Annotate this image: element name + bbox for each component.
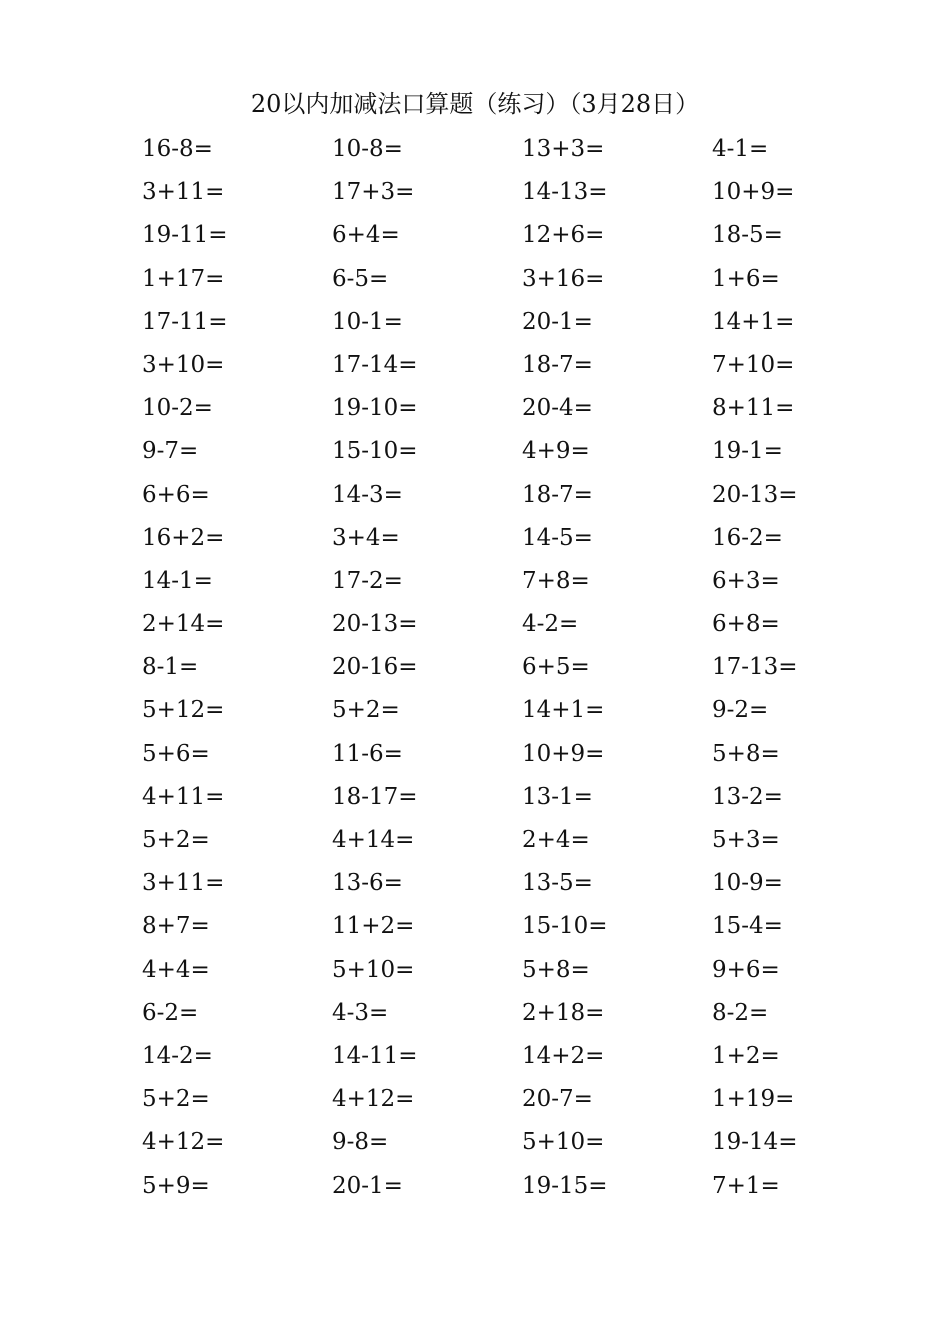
math-problem: 16-2= <box>712 524 783 551</box>
math-problem: 3+10= <box>142 351 225 378</box>
math-problem: 14-2= <box>142 1042 213 1069</box>
math-problem: 15-10= <box>332 438 418 465</box>
math-problem: 13-6= <box>332 870 403 897</box>
math-problem: 18-7= <box>522 351 593 378</box>
math-problem: 2+4= <box>522 827 590 853</box>
math-problem: 3+11= <box>142 870 225 897</box>
math-problem: 14-13= <box>522 179 608 206</box>
math-problem: 18-5= <box>712 222 783 249</box>
math-problem: 10-9= <box>712 870 783 897</box>
math-problem: 9+6= <box>712 956 780 983</box>
math-problem: 6+6= <box>142 481 210 508</box>
math-problem: 8+11= <box>712 395 795 422</box>
math-problem: 6+3= <box>712 567 780 594</box>
math-problem: 17-11= <box>142 308 228 335</box>
math-problem: 18-7= <box>522 481 593 508</box>
math-problem: 1+17= <box>142 265 225 292</box>
math-problem: 10+9= <box>522 740 605 767</box>
math-problem: 5+2= <box>142 827 210 853</box>
math-problem: 14+1= <box>712 308 795 335</box>
math-problem: 12+6= <box>522 222 605 249</box>
math-problem: 19-10= <box>332 395 418 422</box>
math-problem: 20-16= <box>332 654 418 681</box>
math-problem: 9-8= <box>332 1129 389 1156</box>
math-problem: 13-2= <box>712 783 783 810</box>
math-problem: 14-11= <box>332 1042 418 1069</box>
math-problem: 11+2= <box>332 913 415 940</box>
math-problem: 8+7= <box>142 913 210 940</box>
math-problem: 9-2= <box>712 697 769 724</box>
math-problem: 17+3= <box>332 179 415 206</box>
math-problem: 4-2= <box>522 611 579 638</box>
math-problem: 2+18= <box>522 999 605 1026</box>
math-problem: 16-8= <box>142 136 213 162</box>
math-problem: 13-5= <box>522 870 593 897</box>
math-problem: 3+11= <box>142 179 225 206</box>
math-problem: 14+1= <box>522 697 605 724</box>
math-problem: 19-14= <box>712 1129 798 1156</box>
math-problem: 4+12= <box>332 1086 415 1113</box>
math-problem: 5+12= <box>142 697 225 724</box>
math-problem: 14-1= <box>142 567 213 594</box>
math-problem: 11-6= <box>332 740 403 767</box>
math-problem: 4+12= <box>142 1129 225 1156</box>
math-problem: 1+6= <box>712 265 780 292</box>
math-problem: 3+16= <box>522 265 605 292</box>
math-problem: 13-1= <box>522 783 593 810</box>
math-problem: 19-11= <box>142 222 228 249</box>
math-problem: 5+10= <box>332 956 415 983</box>
math-problem: 5+2= <box>332 697 400 724</box>
problem-grid <box>142 131 902 1211</box>
math-problem: 7+10= <box>712 351 795 378</box>
math-problem: 7+8= <box>522 567 590 594</box>
math-problem: 5+8= <box>522 956 590 983</box>
math-problem: 17-2= <box>332 567 403 594</box>
math-problem: 4+11= <box>142 783 225 810</box>
math-problem: 17-14= <box>332 351 418 378</box>
math-problem: 17-13= <box>712 654 798 681</box>
math-problem: 19-1= <box>712 438 783 465</box>
math-problem: 8-2= <box>712 999 769 1026</box>
math-problem: 20-4= <box>522 395 593 422</box>
math-problem: 6-5= <box>332 265 389 292</box>
math-problem: 15-10= <box>522 913 608 940</box>
math-problem: 20-1= <box>522 308 593 335</box>
math-problem: 10-8= <box>332 136 403 162</box>
math-problem: 10+9= <box>712 179 795 206</box>
math-problem: 5+9= <box>142 1172 210 1199</box>
math-problem: 14-3= <box>332 481 403 508</box>
math-problem: 20-13= <box>332 611 418 638</box>
math-problem: 3+4= <box>332 524 400 551</box>
math-problem: 4+14= <box>332 827 415 853</box>
math-problem: 6-2= <box>142 999 199 1026</box>
math-problem: 20-13= <box>712 481 798 508</box>
math-problem: 14+2= <box>522 1042 605 1069</box>
math-problem: 6+8= <box>712 611 780 638</box>
math-problem: 4-1= <box>712 136 769 162</box>
math-problem: 13+3= <box>522 136 605 162</box>
math-problem: 14-5= <box>522 524 593 551</box>
math-problem: 4-3= <box>332 999 389 1026</box>
math-problem: 2+14= <box>142 611 225 638</box>
math-problem: 9-7= <box>142 438 199 465</box>
math-problem: 20-1= <box>332 1172 403 1199</box>
math-problem: 10-1= <box>332 308 403 335</box>
math-problem: 20-7= <box>522 1086 593 1113</box>
math-problem: 4+9= <box>522 438 590 465</box>
math-problem: 19-15= <box>522 1172 608 1199</box>
math-problem: 18-17= <box>332 783 418 810</box>
math-problem: 6+4= <box>332 222 400 249</box>
math-problem: 1+19= <box>712 1086 795 1113</box>
math-problem: 5+10= <box>522 1129 605 1156</box>
math-problem: 5+8= <box>712 740 780 767</box>
math-problem: 10-2= <box>142 395 213 422</box>
math-problem: 15-4= <box>712 913 783 940</box>
math-problem: 16+2= <box>142 524 225 551</box>
math-problem: 4+4= <box>142 956 210 983</box>
math-problem: 7+1= <box>712 1172 780 1199</box>
worksheet-title: 20以内加减法口算题（练习）（3月28日） <box>250 90 700 118</box>
math-problem: 1+2= <box>712 1042 780 1069</box>
math-problem: 6+5= <box>522 654 590 681</box>
math-problem: 5+6= <box>142 740 210 767</box>
math-problem: 5+3= <box>712 827 780 853</box>
math-problem: 5+2= <box>142 1086 210 1113</box>
math-problem: 8-1= <box>142 654 199 681</box>
